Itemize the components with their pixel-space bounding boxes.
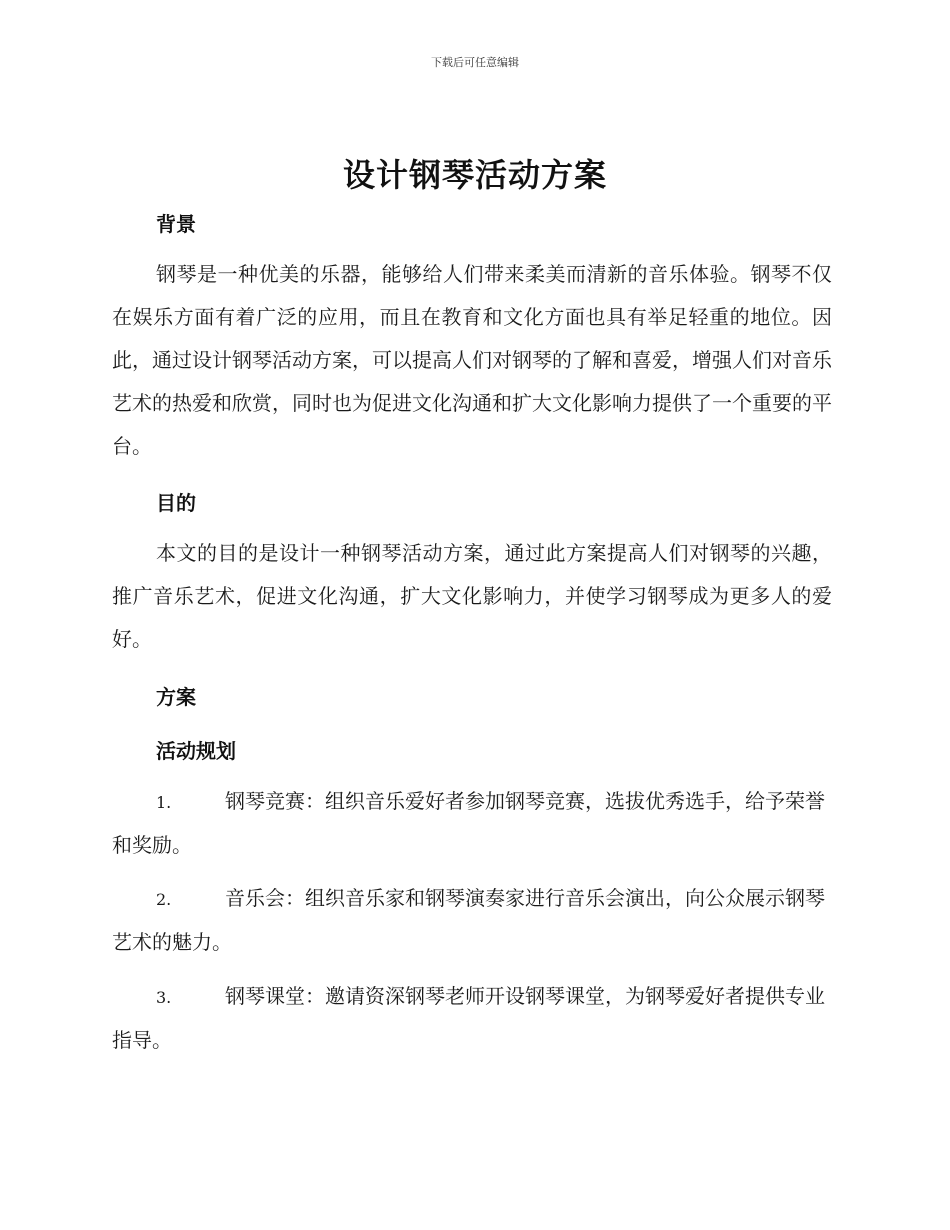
paragraph-background: 钢琴是一种优美的乐器，能够给人们带来柔美而清新的音乐体验。钢琴不仅在娱乐方面有着广泛的应用，而且在教育和文化方面也具有举足轻重的地位。因此，通过设计钢琴活动方案，可以提高人们对钢琴的了解和喜爱，增强人们对音乐艺术的热爱和欣赏，同时也为促进文化沟通和扩大文化影响力提供了一个重要的平台。 <box>112 262 832 458</box>
list-item-number: 1. <box>156 793 172 812</box>
paragraph-purpose: 本文的目的是设计一种钢琴活动方案，通过此方案提高人们对钢琴的兴趣，推广音乐艺术，促进文化沟通，扩大文化影响力，并使学习钢琴成为更多人的爱好。 <box>112 541 832 651</box>
heading-plan: 方案 <box>156 685 196 709</box>
list-item-text: 音乐会：组织音乐家和钢琴演奏家进行音乐会演出，向公众展示钢琴艺术的魅力。 <box>112 886 825 954</box>
list-item-text: 钢琴课堂：邀请资深钢琴老师开设钢琴课堂，为钢琴爱好者提供专业指导。 <box>112 984 825 1052</box>
heading-activity-planning: 活动规划 <box>156 739 236 763</box>
list-item-text: 钢琴竞赛：组织音乐爱好者参加钢琴竞赛，选拔优秀选手，给予荣誉和奖励。 <box>112 789 825 857</box>
heading-background: 背景 <box>156 212 196 236</box>
list-item <box>112 877 832 964</box>
header-note: 下载后可任意编辑 <box>431 56 519 69</box>
list-item <box>112 780 832 867</box>
page-title: 设计钢琴活动方案 <box>342 156 607 194</box>
list-item <box>112 975 832 1062</box>
list-item-number: 2. <box>156 890 172 909</box>
heading-purpose: 目的 <box>156 491 196 515</box>
list-item-number: 3. <box>156 988 172 1007</box>
